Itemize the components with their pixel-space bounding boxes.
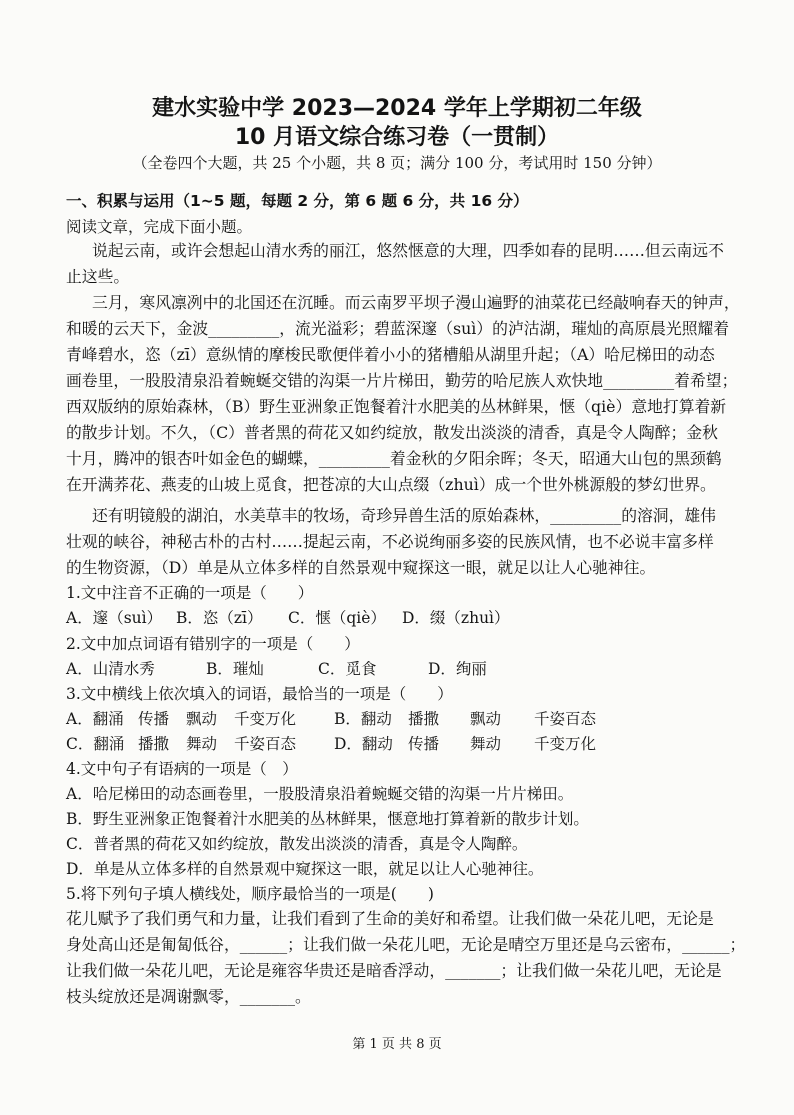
answer-option-word: 舞动 [186, 735, 218, 753]
exam-subtitle: （全卷四个大题，共 25 个小题，共 8 页；满分 100 分，考试用时 150 分钟） [132, 154, 662, 172]
passage-line: 壮观的峡谷，神秘古朴的古村……提起云南，不必说绚丽多姿的民族风情，也不必说丰富多样 [66, 532, 714, 551]
answer-option: D．翻动 [334, 735, 393, 753]
question-stem: 1.文中注音不正确的一项是（ ） [66, 584, 314, 602]
answer-option-word: 千变万化 [534, 735, 597, 753]
answer-option-word: 舞动 [470, 735, 502, 753]
answer-option: A．山清水秀 [66, 660, 155, 678]
answer-option-word: 飘动 [470, 710, 502, 728]
answer-option: D．单是从立体多样的自然景观中窥探这一眼，就足以让人心驰神往。 [66, 860, 544, 878]
passage-line: 在开满荞花、燕麦的山坡上觅食，把苍凉的大山点缀（zhuì）成一个世外桃源般的梦幻世界。 [66, 475, 716, 494]
answer-option: B．翻动 [334, 710, 392, 728]
passage-line: 还有明镜般的湖泊，水美草丰的牧场，奇珍异兽生活的原始森林，_________的溶洞，雄伟 [92, 506, 716, 525]
answer-option-word: 传播 [138, 710, 170, 728]
passage-line: 止这些。 [66, 267, 130, 286]
answer-option: D．缀（zhuì） [402, 609, 510, 627]
passage-line: 的生物资源，（D）单是从立体多样的自然景观中窥探这一眼，就足以让人心驰神往。 [66, 558, 656, 577]
page-footer: 第 1 页 共 8 页 [352, 1037, 442, 1052]
answer-option: B．野生亚洲象正饱餐着汁水肥美的丛林鲜果，惬意地打算着新的散步计划。 [66, 810, 589, 828]
answer-option: D．绚丽 [428, 660, 487, 678]
answer-option: A．哈尼梯田的动态画卷里，一股股清泉沿着蜿蜒交错的沟渠一片片梯田。 [66, 785, 574, 803]
exam-title-line1: 建水实验中学 2023—2024 学年上学期初二年级 [152, 96, 642, 121]
passage-line: 十月，腾冲的银杏叶如金色的蝴蝶，_________着金秋的夕阳余晖；冬天，昭通大山包的黑颈鹤 [66, 449, 722, 468]
answer-option: C．觅食 [318, 660, 377, 678]
passage-line: 三月，寒风凛冽中的北国还在沉睡。而云南罗平坝子漫山遍野的油菜花已经敲响春天的钟声， [92, 293, 740, 312]
answer-option: B．恣（zī） [176, 609, 263, 627]
answer-option: B．璀灿 [206, 660, 264, 678]
answer-option: C．翻涌 [66, 735, 125, 753]
answer-option-word: 飘动 [186, 710, 218, 728]
answer-option: C．惬（qiè） [288, 609, 386, 627]
answer-option: C．普者黑的荷花又如约绽放，散发出淡淡的清香，真是令人陶醉。 [66, 835, 528, 853]
question-stem: 5.将下列句子填人横线处，顺序最恰当的一项是( ) [66, 885, 434, 903]
exam-title-line2: 10 月语文综合练习卷（一贯制） [234, 125, 560, 150]
question-stem: 2.文中加点词语有错别字的一项是（ ） [66, 635, 360, 653]
question-text-line: 让我们做一朵花儿吧，无论是雍容华贵还是暗香浮动，_______；让我们做一朵花儿吧，无论是 [66, 961, 722, 980]
passage-line: 青峰碧水，恣（zī）意纵情的摩梭民歌便伴着小小的猪槽船从湖里升起；（A）哈尼梯田的动态 [66, 345, 715, 364]
question-stem: 3.文中横线上依次填入的词语，最恰当的一项是（ ） [66, 685, 453, 703]
passage-line: 和暖的云天下，金波_________，流光溢彩；碧蓝深邃（suì）的泸沽湖，璀灿的高原晨光照耀着 [66, 319, 730, 338]
passage-line: 画卷里，一股股清泉沿着蜿蜒交错的沟渠一片片梯田，勤劳的哈尼族人欢快地_________着希望； [66, 371, 738, 390]
question-text-line: 身处高山还是匍匐低谷，______；让我们做一朵花儿吧，无论是晴空万里还是乌云密布，______； [66, 935, 746, 954]
answer-option-word: 播撒 [138, 735, 170, 753]
answer-option-word: 播撒 [408, 710, 440, 728]
question-stem: 4.文中句子有语病的一项是（ ） [66, 760, 298, 778]
answer-option-word: 千姿百态 [534, 710, 597, 728]
question-text-line: 花儿赋予了我们勇气和力量，让我们看到了生命的美好和希望。让我们做一朵花儿吧，无论是 [66, 909, 714, 928]
answer-option: A．翻涌 [66, 710, 124, 728]
passage-line: 西双版纳的原始森林，（B）野生亚洲象正饱餐着汁水肥美的丛林鲜果，惬（qiè）意地打算着新 [66, 397, 727, 416]
passage-line: 的散步计划。不久，（C）普者黑的荷花又如约绽放，散发出淡淡的清香，真是令人陶醉；金秋 [66, 423, 718, 442]
question-text-line: 枝头绽放还是凋谢飘零，_______。 [66, 987, 311, 1006]
section-heading: 一、积累与运用（1~5 题，每题 2 分，第 6 题 6 分，共 16 分） [66, 192, 529, 210]
answer-option-word: 千姿百态 [234, 735, 297, 753]
answer-option-word: 千变万化 [234, 710, 297, 728]
passage-line: 说起云南，或许会想起山清水秀的丽江，悠然惬意的大理，四季如春的昆明……但云南远不 [92, 241, 724, 260]
reading-instruction: 阅读文章，完成下面小题。 [66, 218, 253, 236]
answer-option: A．邃（suì） [66, 609, 163, 627]
answer-option-word: 传播 [408, 735, 440, 753]
